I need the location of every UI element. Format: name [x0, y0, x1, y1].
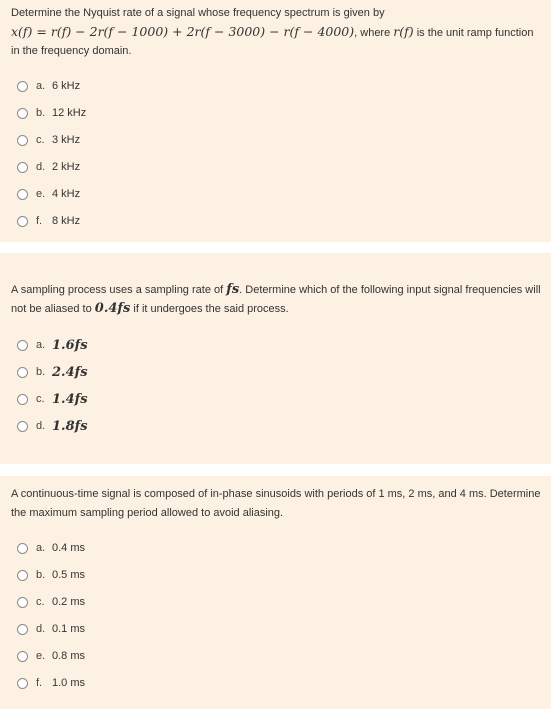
option-label: 0.1 ms: [52, 623, 86, 635]
radio-button[interactable]: [17, 340, 28, 351]
option-d[interactable]: [17, 620, 85, 638]
option-d[interactable]: [17, 417, 88, 435]
option-c[interactable]: [17, 593, 85, 611]
option-letter: b.: [36, 569, 46, 581]
option-label: 0.8 ms: [52, 650, 86, 662]
option-a[interactable]: [17, 539, 85, 557]
radio-button[interactable]: [17, 367, 28, 378]
option-letter: d.: [36, 623, 46, 635]
radio-button[interactable]: [17, 135, 28, 146]
option-label: 0.4 ms: [52, 542, 86, 554]
option-letter: e.: [36, 188, 46, 200]
sampling-rate-symbol: fs: [226, 282, 240, 297]
option-label: 2 kHz: [52, 161, 81, 173]
option-d[interactable]: [17, 158, 80, 176]
option-label: 6 kHz: [52, 80, 81, 92]
radio-button[interactable]: [17, 678, 28, 689]
option-letter: e.: [36, 650, 46, 662]
option-label: 3 kHz: [52, 134, 81, 146]
radio-button[interactable]: [17, 394, 28, 405]
radio-button[interactable]: [17, 108, 28, 119]
option-label: 1.4fs: [52, 391, 88, 407]
question-card-3: [0, 476, 551, 709]
option-e[interactable]: [17, 185, 80, 203]
radio-button[interactable]: [17, 543, 28, 554]
question-text-a: A sampling process uses a sampling rate of: [11, 284, 227, 296]
question-text-line1: Determine the Nyquist rate of a signal whose frequency spectrum is given by: [11, 7, 385, 19]
radio-button[interactable]: [17, 597, 28, 608]
option-label: 1.0 ms: [52, 677, 86, 689]
option-b[interactable]: [17, 363, 88, 381]
question-text-where: , where: [354, 26, 394, 39]
option-label: 1.6fs: [52, 337, 88, 353]
equation: x(f) = r(f) − 2r(f − 1000) + 2r(f − 3000) − r(f − 4000): [11, 23, 355, 39]
target-frequency: 0.4fs: [94, 300, 131, 316]
question-text-b: . Determine which of the following input signal frequencies will not be aliased to: [11, 284, 541, 315]
question-text: [11, 4, 541, 61]
question-text: [11, 281, 541, 318]
radio-button[interactable]: [17, 421, 28, 432]
option-letter: f.: [36, 677, 43, 689]
radio-button[interactable]: [17, 189, 28, 200]
ramp-function-symbol: r(f): [393, 23, 414, 39]
radio-button[interactable]: [17, 570, 28, 581]
option-letter: b.: [36, 366, 46, 378]
option-b[interactable]: [17, 566, 85, 584]
option-f[interactable]: [17, 212, 80, 230]
radio-button[interactable]: [17, 81, 28, 92]
option-c[interactable]: [17, 390, 88, 408]
radio-button[interactable]: [17, 651, 28, 662]
option-letter: b.: [36, 107, 46, 119]
option-letter: d.: [36, 420, 46, 432]
option-f[interactable]: [17, 674, 85, 692]
question-card-2: [0, 253, 551, 464]
option-a[interactable]: [17, 77, 80, 95]
option-label: 2.4fs: [52, 364, 88, 380]
option-label: 12 kHz: [52, 107, 87, 119]
radio-button[interactable]: [17, 624, 28, 635]
option-letter: a.: [36, 80, 46, 92]
option-letter: c.: [36, 134, 45, 146]
option-b[interactable]: [17, 104, 86, 122]
option-letter: c.: [36, 393, 45, 405]
option-letter: c.: [36, 596, 45, 608]
option-e[interactable]: [17, 647, 85, 665]
option-a[interactable]: [17, 336, 88, 354]
option-letter: a.: [36, 542, 46, 554]
radio-button[interactable]: [17, 216, 28, 227]
option-letter: d.: [36, 161, 46, 173]
question-card-1: [0, 0, 551, 242]
option-c[interactable]: [17, 131, 80, 149]
option-label: 1.8fs: [52, 418, 88, 434]
option-letter: f.: [36, 215, 43, 227]
question-text-after: is the unit ramp function in the frequency domain.: [11, 26, 534, 57]
option-label: 0.2 ms: [52, 596, 86, 608]
question-text: A continuous-time signal is composed of in-phase sinusoids with periods of 1 ms, 2 ms, and 4 ms. Determine the maximum sampling period allowed to avoid aliasing.: [11, 488, 541, 519]
question-text-c: if it undergoes the said process.: [130, 302, 289, 315]
option-label: 0.5 ms: [52, 569, 86, 581]
radio-button[interactable]: [17, 162, 28, 173]
option-letter: a.: [36, 339, 46, 351]
option-label: 8 kHz: [52, 215, 81, 227]
option-label: 4 kHz: [52, 188, 81, 200]
